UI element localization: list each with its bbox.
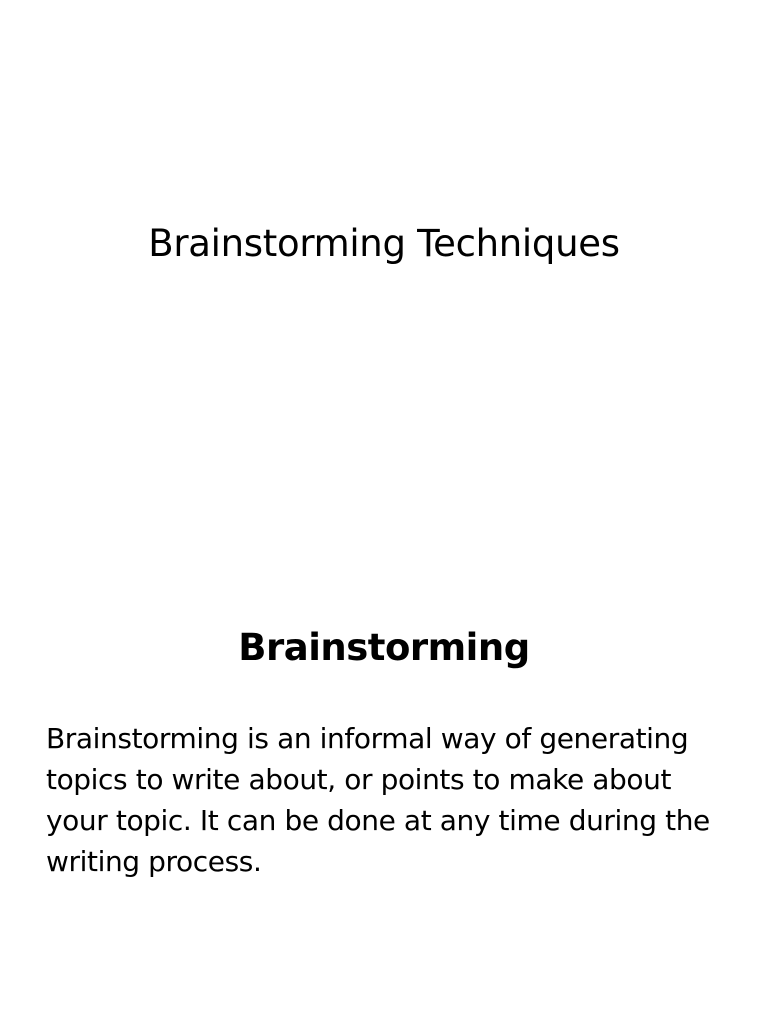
slide-heading: Brainstorming (238, 626, 530, 669)
slide-body-text: Brainstorming is an informal way of generating topics to write about, or points to make about your topic. It can be done at any time during the writing process. (46, 722, 710, 878)
content-slide (0, 512, 768, 1024)
presentation-title: Brainstorming Techniques (148, 222, 620, 265)
